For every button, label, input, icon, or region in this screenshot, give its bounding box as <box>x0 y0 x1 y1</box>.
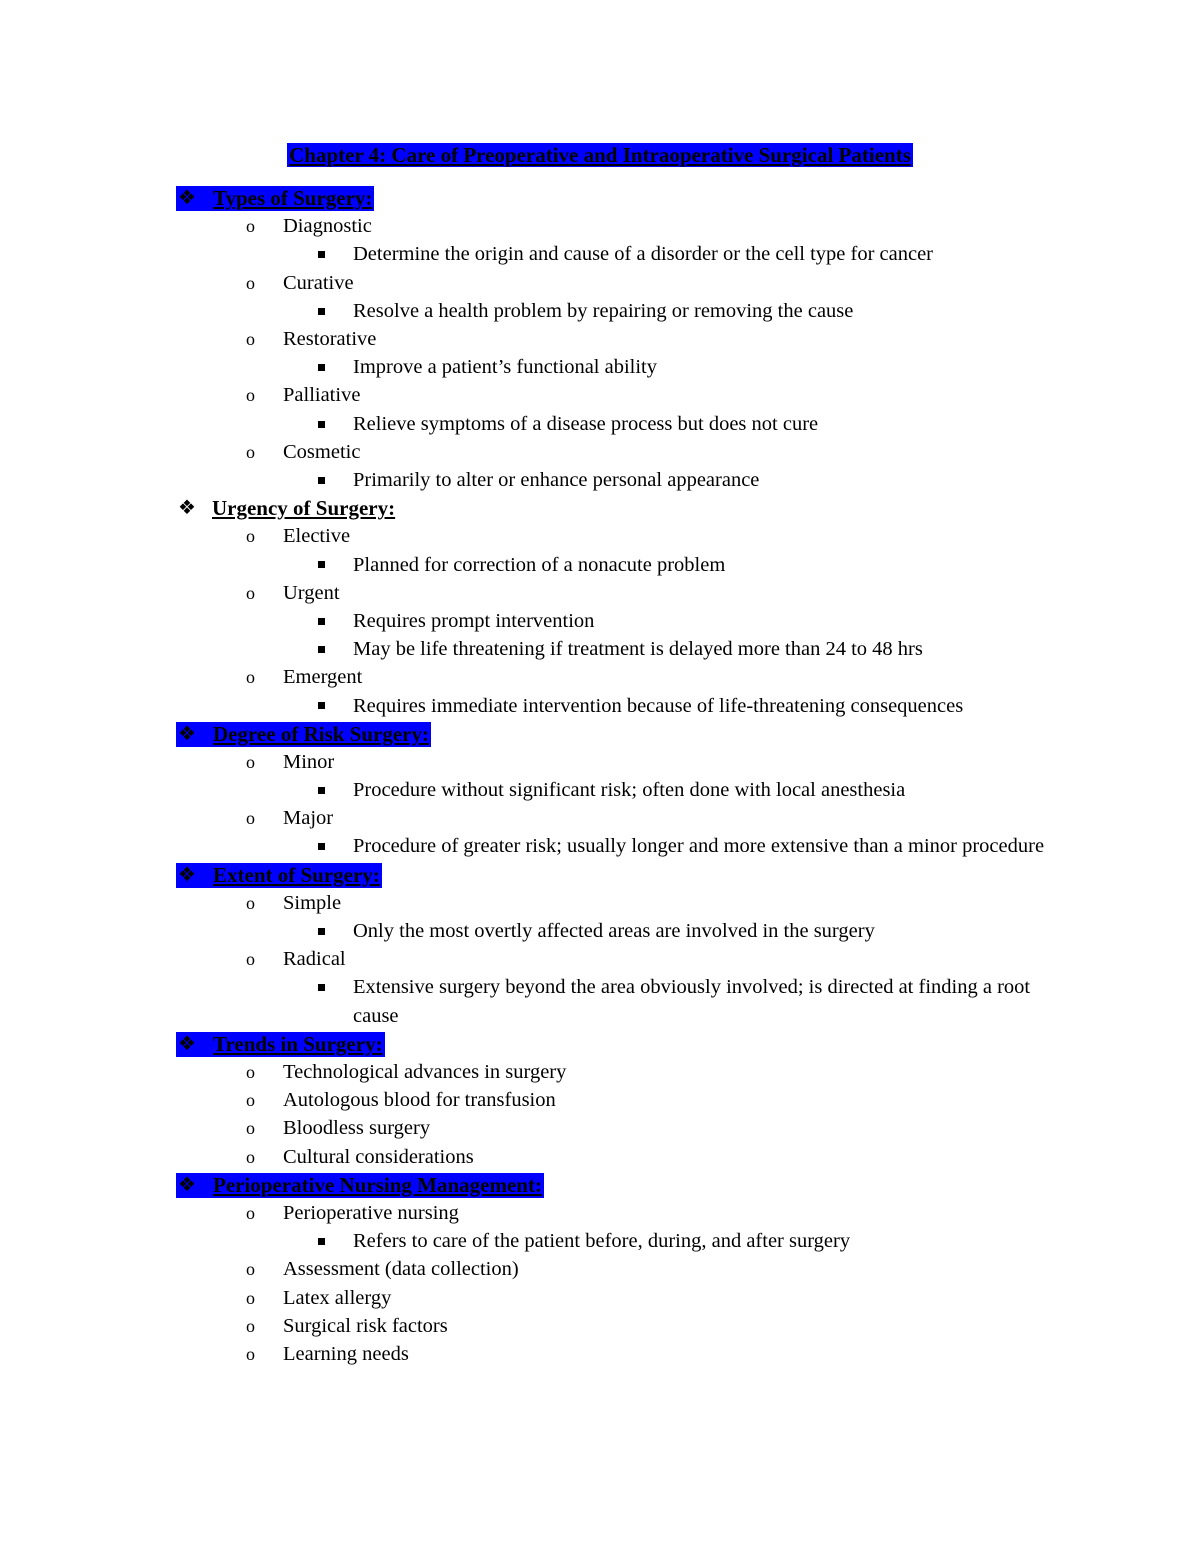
sub-list-item <box>0 692 1200 720</box>
square-bullet-icon <box>318 776 325 804</box>
circle-bullet-icon: o <box>246 751 255 772</box>
sub-list-item <box>0 353 1200 381</box>
diamond-bullet-icon: ❖ <box>178 863 196 886</box>
section-heading: Trends in Surgery: <box>176 1032 385 1057</box>
section-heading: Urgency of Surgery: <box>212 496 396 521</box>
sub-list-item <box>0 607 1200 635</box>
list-item-text: Emergent <box>283 666 363 689</box>
list-item <box>0 1199 1200 1227</box>
section-heading: Perioperative Nursing Management: <box>176 1173 544 1198</box>
list-item-text: Major <box>283 807 334 830</box>
list-item-text: Curative <box>283 271 354 294</box>
diamond-bullet-icon: ❖ <box>178 1173 196 1196</box>
page-title: Chapter 4: Care of Preoperative and Intraoperative Surgical Patients <box>289 143 911 167</box>
circle-bullet-icon: o <box>246 1343 255 1364</box>
list-item <box>0 438 1200 466</box>
list-item <box>0 804 1200 832</box>
circle-bullet-icon: o <box>246 1315 255 1336</box>
list-item-text: Cosmetic <box>283 440 361 463</box>
circle-bullet-icon: o <box>246 1118 255 1139</box>
square-bullet-icon <box>318 973 325 1001</box>
sub-list-item <box>0 551 1200 579</box>
section-heading: Degree of Risk Surgery: <box>176 722 431 747</box>
list-item-text: Minor <box>283 750 335 773</box>
sub-list-item <box>0 917 1200 945</box>
list-item-text: Diagnostic <box>283 215 372 238</box>
list-item <box>0 579 1200 607</box>
square-bullet-icon <box>318 240 325 268</box>
list-item <box>0 1255 1200 1283</box>
list-item <box>0 663 1200 691</box>
circle-bullet-icon: o <box>246 1090 255 1111</box>
circle-bullet-icon: o <box>246 328 255 349</box>
section-heading-row <box>0 1171 1200 1199</box>
list-item <box>0 889 1200 917</box>
list-item-text: Cultural considerations <box>283 1145 474 1168</box>
diamond-bullet-icon: ❖ <box>178 187 196 209</box>
sub-list-item <box>0 240 1200 268</box>
document <box>0 140 1200 1368</box>
circle-bullet-icon: o <box>246 1062 255 1083</box>
list-item <box>0 945 1200 973</box>
diamond-bullet-icon: ❖ <box>178 497 196 520</box>
sub-list-item <box>0 776 1200 804</box>
square-bullet-icon <box>318 917 325 945</box>
list-item <box>0 1058 1200 1086</box>
sub-list-item-text: Primarily to alter or enhance personal appearance <box>353 468 760 491</box>
square-bullet-icon <box>318 466 325 494</box>
circle-bullet-icon: o <box>246 1287 255 1308</box>
diamond-bullet-icon: ❖ <box>178 722 196 745</box>
circle-bullet-icon: o <box>246 1146 255 1167</box>
list-item <box>0 269 1200 297</box>
circle-bullet-icon: o <box>246 385 255 406</box>
sub-list-item <box>0 832 1200 860</box>
sub-list-item-text: Requires prompt intervention <box>353 609 595 632</box>
circle-bullet-icon: o <box>246 582 255 603</box>
list-item <box>0 1114 1200 1142</box>
list-item-text: Surgical risk factors <box>283 1314 448 1337</box>
list-item-text: Latex allergy <box>283 1286 392 1309</box>
sub-list-item <box>0 635 1200 663</box>
section-heading-row <box>0 494 1200 522</box>
square-bullet-icon <box>318 832 325 860</box>
sub-list-item-text: Procedure without significant risk; often done with local anesthesia <box>353 779 906 802</box>
sub-list-item-text: Extensive surgery beyond the area obviously involved; is directed at finding a root cause <box>353 976 1031 1027</box>
list-item <box>0 748 1200 776</box>
sub-list-item-text: Only the most overtly affected areas are involved in the surgery <box>353 920 875 943</box>
sub-list-item <box>0 410 1200 438</box>
section-heading: Types of Surgery: <box>176 186 374 211</box>
circle-bullet-icon: o <box>246 949 255 970</box>
square-bullet-icon <box>318 551 325 579</box>
list-item <box>0 212 1200 240</box>
circle-bullet-icon: o <box>246 272 255 293</box>
sub-list-item-text: Improve a patient’s functional ability <box>353 356 657 379</box>
square-bullet-icon <box>318 353 325 381</box>
list-item-text: Restorative <box>283 327 377 350</box>
square-bullet-icon <box>318 692 325 720</box>
list-item-text: Simple <box>283 891 342 914</box>
square-bullet-icon <box>318 607 325 635</box>
outline <box>0 184 1200 1368</box>
list-item <box>0 522 1200 550</box>
sub-list-item-text: Requires immediate intervention because of life-threatening consequences <box>353 694 964 717</box>
list-item-text: Technological advances in surgery <box>283 1061 567 1084</box>
sub-list-item-text: May be life threatening if treatment is delayed more than 24 to 48 hrs <box>353 638 923 661</box>
circle-bullet-icon: o <box>246 667 255 688</box>
section-heading-row <box>0 861 1200 889</box>
list-item-text: Palliative <box>283 384 361 407</box>
square-bullet-icon <box>318 1227 325 1255</box>
sub-list-item-text: Relieve symptoms of a disease process but does not cure <box>353 412 819 435</box>
list-item-text: Bloodless surgery <box>283 1117 431 1140</box>
sub-list-item <box>0 1227 1200 1255</box>
list-item <box>0 325 1200 353</box>
circle-bullet-icon: o <box>246 216 255 237</box>
sub-list-item <box>0 297 1200 325</box>
list-item <box>0 1340 1200 1368</box>
sub-list-item <box>0 973 1200 1029</box>
section-heading-row <box>0 720 1200 748</box>
list-item-text: Assessment (data collection) <box>283 1258 519 1281</box>
list-item <box>0 1312 1200 1340</box>
list-item-text: Autologous blood for transfusion <box>283 1089 556 1112</box>
section-heading-row <box>0 1030 1200 1058</box>
circle-bullet-icon: o <box>246 1202 255 1223</box>
circle-bullet-icon: o <box>246 1259 255 1280</box>
circle-bullet-icon: o <box>246 808 255 829</box>
sub-list-item-text: Resolve a health problem by repairing or removing the cause <box>353 299 854 322</box>
circle-bullet-icon: o <box>246 892 255 913</box>
list-item <box>0 1284 1200 1312</box>
square-bullet-icon <box>318 635 325 663</box>
circle-bullet-icon: o <box>246 526 255 547</box>
sub-list-item-text: Determine the origin and cause of a disorder or the cell type for cancer <box>353 243 934 266</box>
list-item-text: Perioperative nursing <box>283 1201 459 1224</box>
circle-bullet-icon: o <box>246 441 255 462</box>
list-item-text: Urgent <box>283 581 340 604</box>
list-item-text: Learning needs <box>283 1342 409 1365</box>
square-bullet-icon <box>318 297 325 325</box>
title-row <box>0 140 1200 170</box>
section-heading: Extent of Surgery: <box>176 863 382 888</box>
square-bullet-icon <box>318 410 325 438</box>
section-heading-row <box>0 184 1200 212</box>
sub-list-item-text: Procedure of greater risk; usually longer and more extensive than a minor procedure <box>353 835 1045 858</box>
diamond-bullet-icon: ❖ <box>178 1032 196 1055</box>
sub-list-item-text: Refers to care of the patient before, during, and after surgery <box>353 1230 851 1253</box>
sub-list-item-text: Planned for correction of a nonacute problem <box>353 553 726 576</box>
list-item-text: Elective <box>283 525 351 548</box>
sub-list-item <box>0 466 1200 494</box>
list-item <box>0 1143 1200 1171</box>
list-item <box>0 381 1200 409</box>
list-item-text: Radical <box>283 948 346 971</box>
list-item <box>0 1086 1200 1114</box>
